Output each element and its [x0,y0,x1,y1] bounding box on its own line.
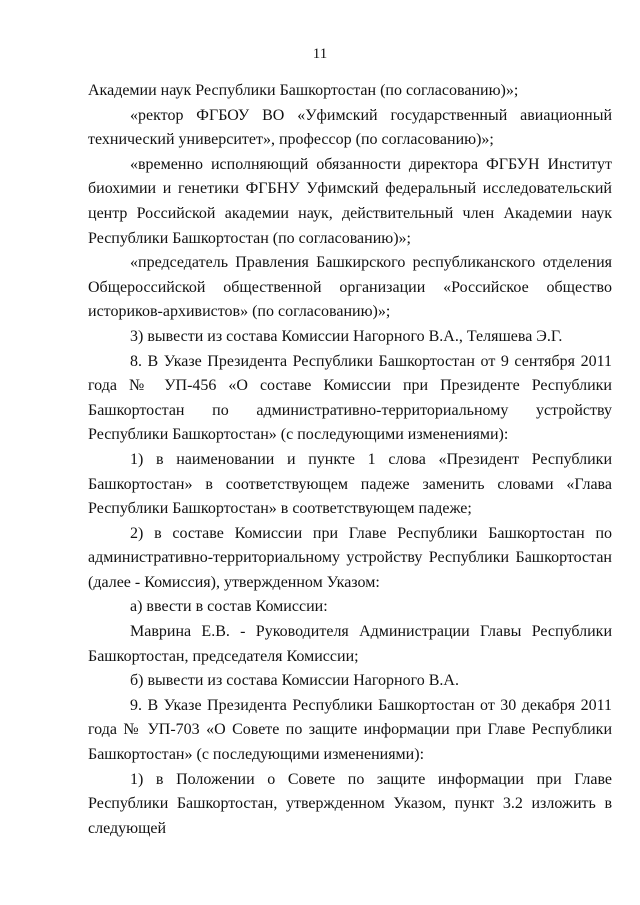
paragraph-13: 1) в Положении о Совете по защите информации при Главе Республики Башкортостан, утвержденном Указом, пункт 3.2 изложить в следующей [88,770,612,837]
paragraph-6: 8. В Указе Президента Республики Башкортостан от 9 сентября 2011 года № УП-456 «О составе Комиссии при Президенте Республики Башкортостан по административно-территориальному устройству Республики Башкортостан» (с последующими изменениями): [88,352,612,444]
paragraph-1: Академии наук Республики Башкортостан (по согласованию)»; [88,82,519,99]
paragraph-3: «временно исполняющий обязанности директора ФГБУН Институт биохимии и генетики ФГБНУ Уфимский федеральный исследовательский центр Российской академии наук, действительный член Академии наук Республики Башкортостан (по согласованию)»; [88,155,612,247]
paragraph-8: 2) в составе Комиссии при Главе Республики Башкортостан по административно-территориальному устройству Республики Башкортостан (далее - Комиссия), утвержденном Указом: [88,524,612,591]
paragraph-12: 9. В Указе Президента Республики Башкортостан от 30 декабря 2011 года № УП-703 «О Совете по защите информации при Главе Республики Башкортостан» (с последующими изменениями): [88,696,612,764]
paragraph-9: а) ввести в состав Комиссии: [130,598,328,616]
document-body [88,79,612,841]
page-number: 11 [312,46,328,62]
paragraph-4: «председатель Правления Башкирского республиканского отделения Общероссийской общественной организации «Российское общество историков-архивистов» (по согласованию)»; [88,254,612,321]
paragraph-5: 3) вывести из состава Комиссии Нагорного В.А., Теляшева Э.Г. [130,327,563,345]
paragraph-2: «ректор ФГБОУ ВО «Уфимский государственный авиационный технический университет», профессор (по согласованию)»; [88,106,612,149]
paragraph-10: Маврина Е.В. - Руководителя Администрации Главы Республики Башкортостан, председателя Комиссии; [88,623,612,665]
paragraph-7: 1) в наименовании и пункте 1 слова «Президент Республики Башкортостан» в соответствующем падеже заменить словами «Глава Республики Башкортостан» в соответствующем падеже; [88,450,612,518]
paragraph-11: б) вывести из состава Комиссии Нагорного В.А. [130,672,459,690]
